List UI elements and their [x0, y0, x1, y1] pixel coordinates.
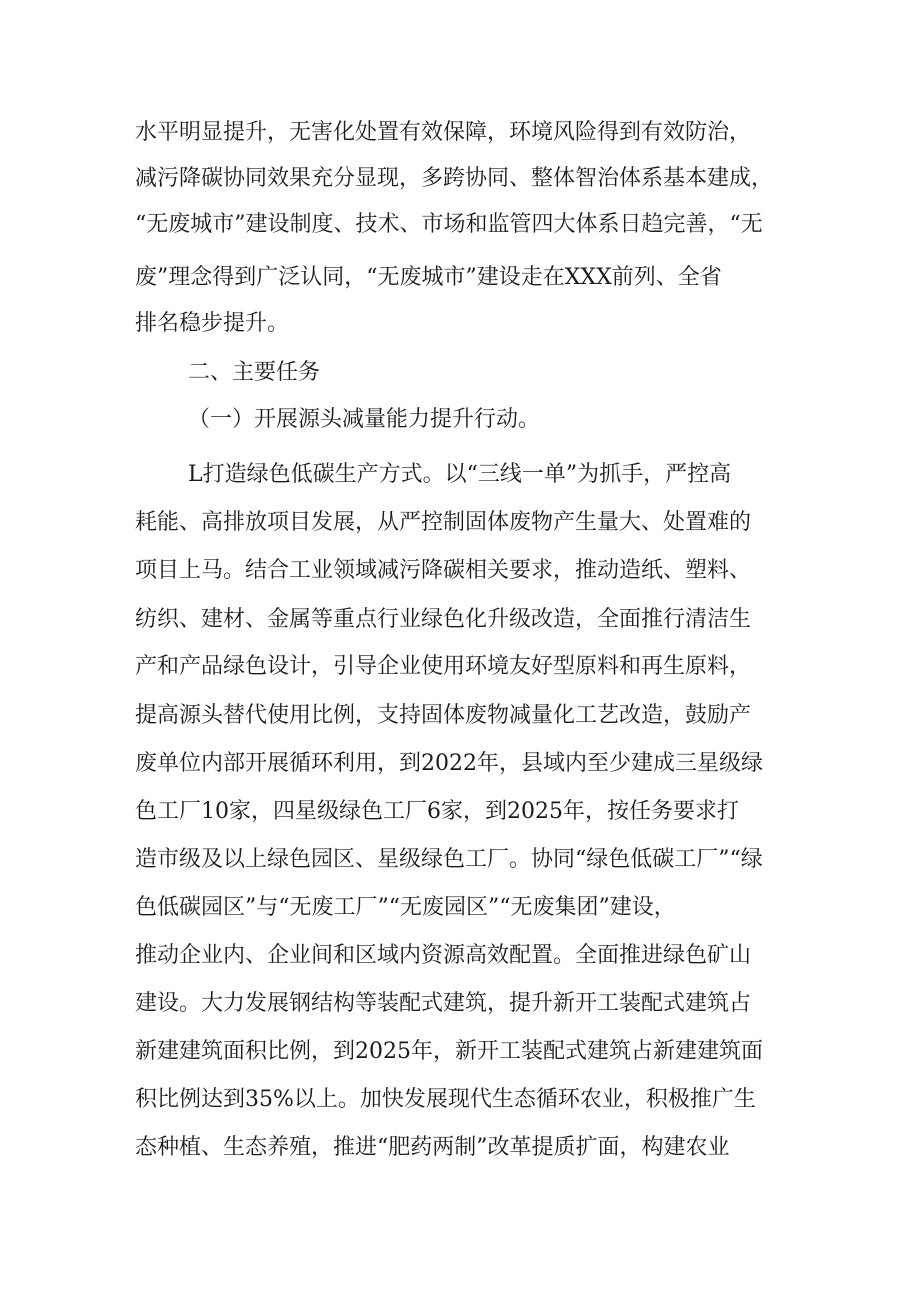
body-text-line: 推动企业内、企业间和区域内资源高效配置。全面推进绿色矿山: [135, 943, 752, 968]
body-text-line: 项目上马。结合工业领域减污降碳相关要求，推动造纸、塑料、: [135, 558, 752, 583]
body-text-line: 态种植、生态养殖，推进“肥药两制”改革提质扩面，构建农业: [135, 1135, 730, 1160]
body-text-line: 产和产品绿色设计，引导企业使用环境友好型原料和再生原料，: [135, 654, 752, 679]
body-text-line: 色低碳园区”与“无废工厂”“无废园区”“无废集团”建设，: [135, 895, 676, 920]
body-text-line: 色工厂10家，四星级绿色工厂6家，到2025年，按任务要求打: [135, 799, 739, 824]
body-text-line: “无废城市”建设制度、技术、市场和监管四大体系日趋完善，“无: [135, 212, 763, 237]
body-text-line: 积比例达到35%以上。加快发展现代生态循环农业，积极推广生: [135, 1087, 756, 1112]
body-text-line: 减污降碳协同效果充分显现，多跨协同、整体智治体系基本建成，: [135, 166, 774, 191]
body-text-line: 提高源头替代使用比例，支持固体废物减量化工艺改造，鼓励产: [135, 703, 752, 728]
body-text-line: L打造绿色低碳生产方式。以“三线一单”为抓手，严控高: [188, 462, 732, 487]
body-text-line: 建设。大力发展钢结构等装配式建筑，提升新开工装配式建筑占: [135, 991, 752, 1016]
body-text-line: 废”理念得到广泛认同，“无废城市”建设走在XXX前列、全省: [135, 265, 722, 290]
section-heading: 二、主要任务: [188, 360, 321, 385]
body-text-line: 废单位内部开展循环利用，到2022年，县域内至少建成三星级绿: [135, 751, 763, 776]
body-text-line: 水平明显提升，无害化处置有效保障，环境风险得到有效防治，: [135, 120, 752, 145]
body-text-line: 排名稳步提升。: [135, 311, 290, 336]
body-text-line: 纺织、建材、金属等重点行业绿色化升级改造，全面推行清洁生: [135, 607, 752, 632]
body-text-line: 耗能、高排放项目发展，从严控制固体废物产生量大、处置难的: [135, 510, 752, 535]
subsection-heading: （一）开展源头减量能力提升行动。: [188, 407, 541, 432]
body-text-line: 新建建筑面积比例，到2025年，新开工装配式建筑占新建建筑面: [135, 1039, 763, 1064]
body-text-line: 造市级及以上绿色园区、星级绿色工厂。协同“绿色低碳工厂”“绿: [135, 847, 763, 872]
